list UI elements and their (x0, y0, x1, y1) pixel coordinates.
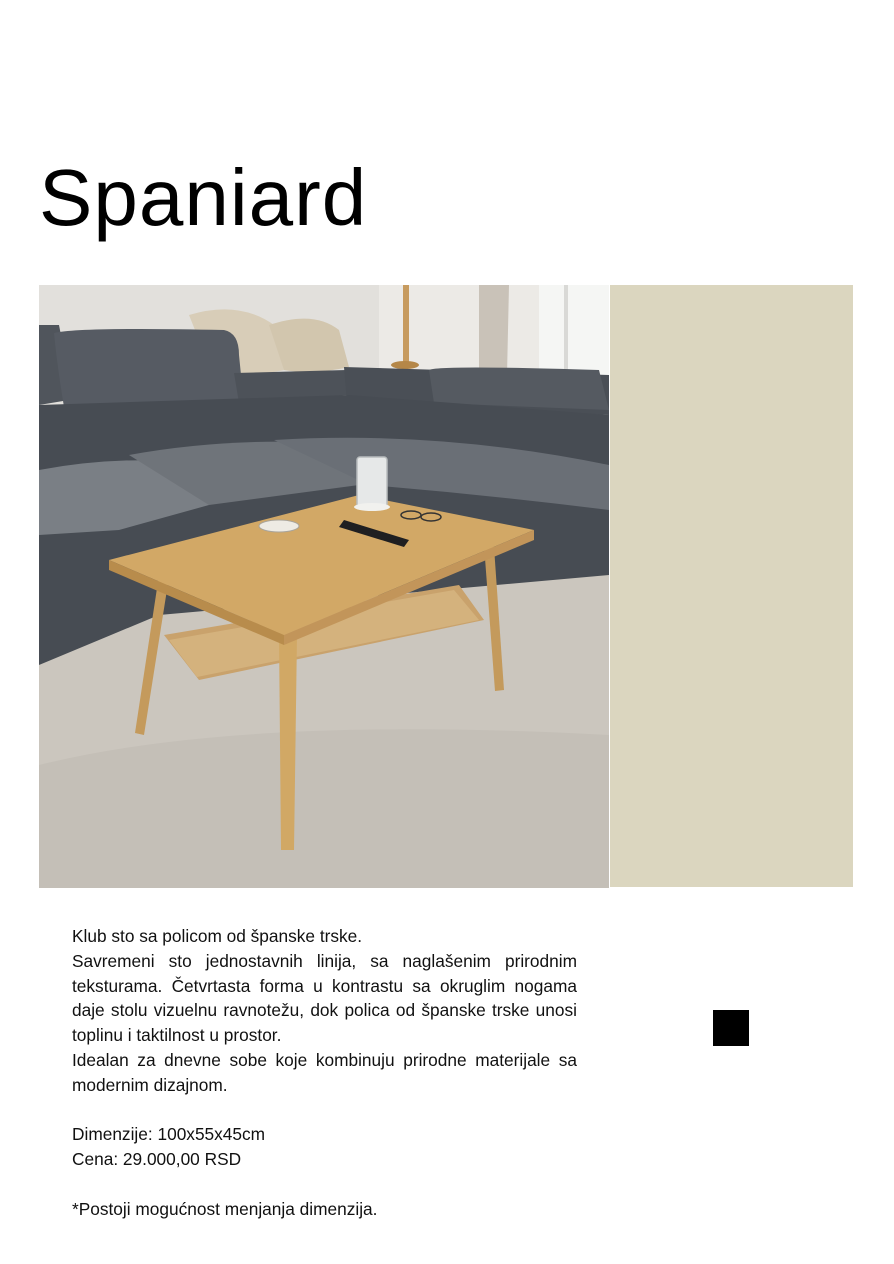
product-photo (39, 285, 609, 888)
description-paragraph: Savremeni sto jednostavnih linija, sa naglašenim prirodnim teksturama. Četvrtasta forma u kontrastu sa okruglim nogama daje stolu vizuelnu ravnotežu, dok polica od španske trske unosi toplinu i taktilnost u prostor. (72, 950, 577, 1046)
product-title: Spaniard (39, 153, 368, 242)
description-intro: Klub sto sa policom od španske trske. (72, 926, 363, 946)
color-swatch-panel (610, 285, 853, 887)
product-description (72, 924, 577, 1222)
description-paragraph-2: Idealan za dnevne sobe koje kombinuju prirodne materijale sa modernim dizajnom. (72, 1049, 577, 1095)
dimension-note: *Postoji mogućnost menjanja dimenzija. (72, 1198, 378, 1219)
spacer (72, 1172, 577, 1197)
price-text: Cena: 29.000,00 RSD (72, 1149, 242, 1170)
dimensions-text: Dimenzije: 100x55x45cm (72, 1124, 266, 1145)
spacer (72, 1098, 577, 1123)
black-square-marker (713, 1010, 749, 1046)
